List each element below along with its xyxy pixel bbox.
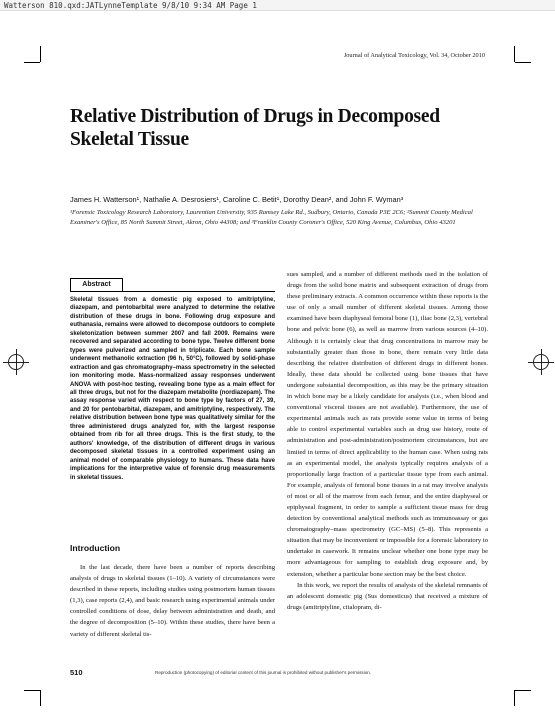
copyright-footer: Reproduction (photocopying) of editorial content of this journal is prohibited without publisher's permission.: [155, 670, 372, 675]
registration-mark-right: [533, 354, 549, 370]
crop-mark: [24, 62, 40, 63]
crop-mark: [514, 46, 515, 62]
crop-mark: [40, 690, 41, 706]
introduction-body: [70, 562, 275, 640]
crop-mark: [515, 62, 531, 63]
page-number: 510: [70, 668, 83, 677]
journal-citation: Journal of Analytical Toxicology, Vol. 34, October 2010: [343, 52, 485, 59]
introduction-paragraph: In the last decade, there have been a number of reports describing analysis of drugs in skeletal tissues (1–10). A variety of circumstances were described in these reports, including studies using postmortem human tissues (1,3), case reports (2,4), and basic research using experimental animals under controlled conditions of dose, delay between administration and death, and the degree of decomposition (5–10). Within these studies, there have been a variety of different skeletal tis-: [70, 564, 275, 638]
author-list: James H. Watterson¹, Nathalie A. Desrosiers¹, Caroline C. Betit¹, Dorothy Dean², and John F. Wyman³: [70, 195, 404, 204]
introduction-heading: Introduction: [70, 543, 121, 553]
affiliations: ¹Forensic Toxicology Research Laboratory, Laurentian University, 935 Ramsey Lake Rd., Sudbury, Ontario, Canada P3E 2C6; ²Summit County Medical Examiner's Office, 85 North Summit Street, Akron, Ohio 44308; and ³Franklin County Coroner's Office, 520 King Avenue, Columbus, Ohio 43201: [70, 209, 473, 226]
crop-mark: [515, 690, 531, 691]
crop-mark: [40, 46, 41, 62]
registration-mark-left: [8, 354, 24, 370]
article-title: Relative Distribution of Drugs in Decomposed Skeletal Tissue: [70, 106, 440, 150]
right-column-paragraph-1: sues sampled, and a number of different methods used in the isolation of drugs from the solid bone matrix and subsequent extraction of drugs from these preliminary extracts. A common occurrence within these reports is the use of only a small number of different skeletal tissues. Among those examined have been diaphyseal femoral bone (1), iliac bone (2,3), vertebral bone and pelvic bone (6), as well as marrow from various sources (4–10). Although it is certainly clear that drug concentrations in marrow may be substantially greater than those in bone, there remain very little data describing the relative distribution of different drugs in different bones. Ideally, these data should be collected using bone tissues that have undergone substantial decomposition, as this may be the primary situation in which bone may be a likely candidate for analysis (i.e., when blood and conventional visceral tissues are not available). Furthermore, the use of experimental animals such as rats provide some value in terms of being able to control experimental variables such as drug use history, route of administration and post-administration/postmortem circumstances, but are limited in terms of direct applicability to the human case. When using rats as an experimental model, the analysis typically requires analysis of a proportionally large fraction of a particular tissue type from each animal. For example, analysis of femoral bone tissues in a rat may involve analysis of most or all of the marrow from each femur, and the entire diaphyseal or epiphyseal fragment, in order to sample a sufficient tissue mass for drug detection by conventional analytical methods such as immunoassay or gas chromatography–mass spectrometry (GC–MS) (5–8). This represents a situation that may be inconvenient or impossible for a forensic laboratory to undertake in casework. It remains unclear whether one bone type may be more advantageous for sampling to establish drug exposure and, by extension, whether a particular bone section may be the best choice.: [287, 271, 488, 578]
right-column-paragraph-2: In this work, we report the results of analysis of the skeletal remnants of an adolescent domestic pig (Sus domesticus) that received a mixture of drugs (amitriptyline, citalopram, di-: [287, 581, 488, 611]
abstract-heading: Abstract: [70, 278, 123, 292]
crop-mark: [24, 690, 40, 691]
print-header: Watterson 810.qxd:JATLynneTemplate 9/8/10 9:34 AM Page 1: [0, 0, 555, 11]
abstract-body: Skeletal tissues from a domestic pig exposed to amitriptyline, diazepam, and pentobarbital were analyzed to determine the relative distribution of these drugs in bone. Following drug exposure and euthanasia, remains were allowed to decompose outdoors to complete skeletonization between summer 2007 and fall 2009. Remains were recovered and separated according to bone type. Twelve different bone types were pulverized and sampled in triplicate. Each bone sample underwent methanolic extraction (96 h, 50°C), followed by solid-phase extraction and gas chromatography–mass spectrometry in the selected ion monitoring mode. Mass-normalized assay responses underwent ANOVA with post-hoc testing, revealing bone type as a main effect for all three drugs, but not for the diazepam metabolite (nordiazepam). The assay response varied with respect to bone type by factors of 27, 39, and 20 for pentobarbital, diazepam, and amitriptyline, respectively. The relative distribution between bone type was qualitatively similar for the three administered drugs analyzed for, with the largest response obtained from rib for all three drugs. This is the first study, to the authors' knowledge, of the distribution of different drugs in various decomposed skeletal tissues in a controlled experiment using an animal model of comparable physiology to humans. These data have implications for the interpretive value of forensic drug measurements in skeletal tissues.: [70, 297, 275, 481]
crop-mark: [514, 690, 515, 706]
abstract-rule: [70, 291, 275, 292]
right-column: [287, 269, 488, 613]
